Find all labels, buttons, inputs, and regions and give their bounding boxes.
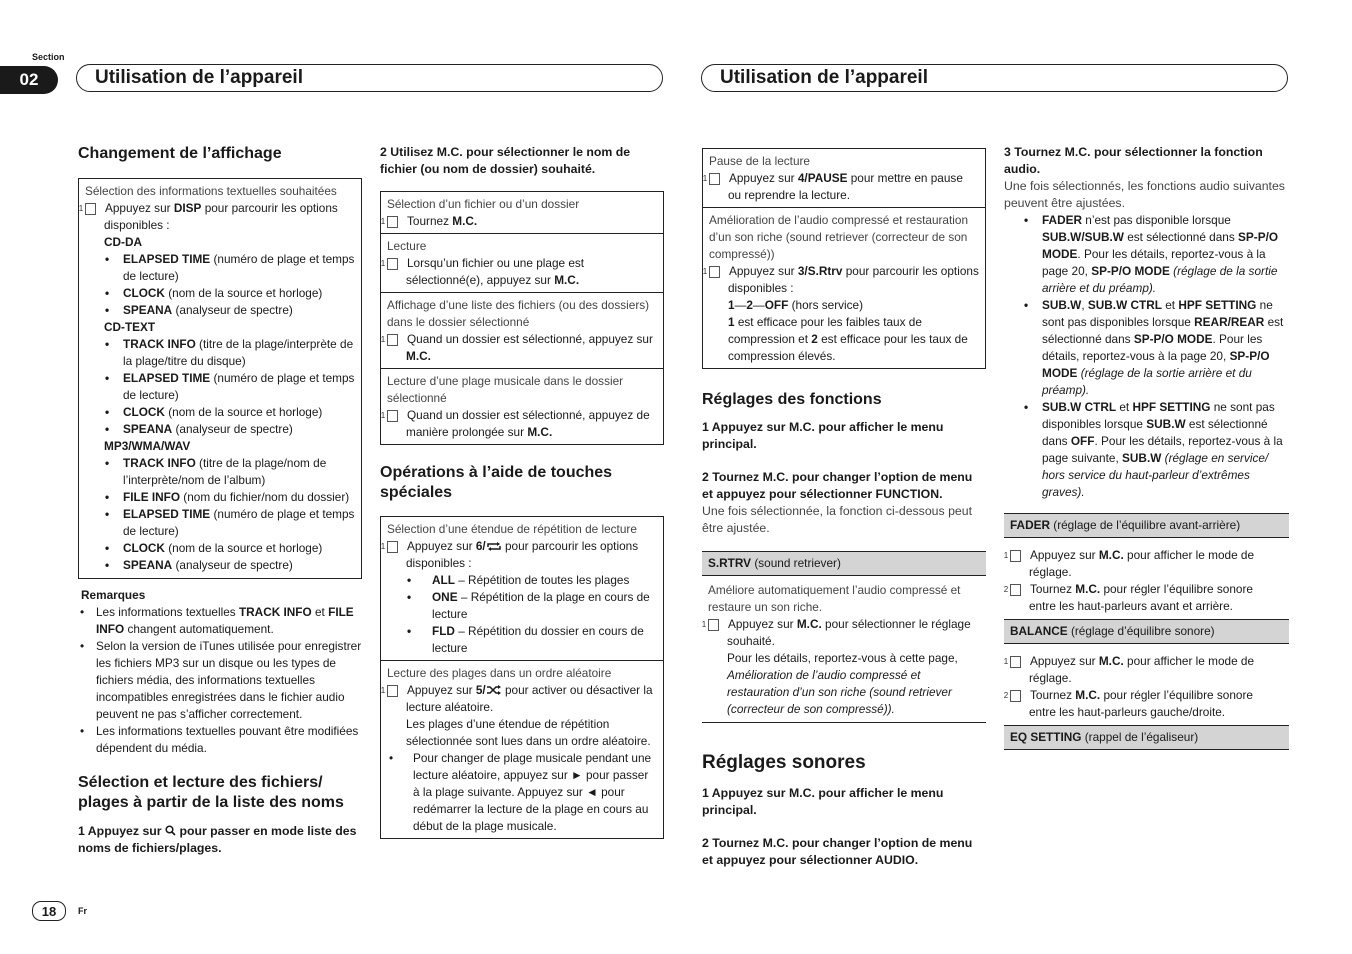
section-desc: Améliore automatiquement l’audio compressé et restaure un son riche. [708, 583, 961, 614]
step-1-menu: 1 Appuyez sur M.C. pour afficher le menu principal. [702, 786, 944, 817]
step: 1 Appuyez sur 4/PAUSE pour mettre en pause ou reprendre la lecture. [702, 171, 963, 202]
step-number-1-icon: 1 [1010, 550, 1021, 562]
header-title-left: Utilisation de l’appareil [76, 64, 663, 92]
remark-item: • Les informations textuelles pouvant être modifiées dépendent du média. [78, 723, 362, 757]
step-number-2-icon: 2 [1010, 584, 1021, 596]
balance-bar: BALANCE (réglage d’équilibre sonore) [1004, 619, 1289, 644]
heading-reglages-fonctions: Réglages des fonctions [702, 391, 882, 408]
label-mp3: MP3/WMA/WAV [104, 439, 191, 453]
step-number-1-icon: 1 [387, 216, 398, 228]
eq-setting-bar: EQ SETTING (rappel de l’égaliseur) [1004, 725, 1289, 750]
box-section [703, 149, 985, 207]
section-title: Lecture des plages dans un ordre aléatoire [387, 666, 612, 680]
step-1-menu: 1 Appuyez sur M.C. pour afficher le menu principal. [702, 420, 944, 451]
srtrv-section [702, 576, 986, 723]
list-item: • TRACK INFO (titre de la plage/nom de l’interprète/nom de l’album) [85, 455, 355, 489]
list-item: • TRACK INFO (titre de la plage/interprète de la plage/titre du disque) [85, 336, 355, 370]
remark-item: • Selon la version de iTunes utilisée pour enregistrer les fichiers MP3 sur un disque ou les types de fichiers média, des informations textuelles incompatibles enregistrées dans le fichier audio peuvent ne pas s’afficher correctement. [78, 638, 362, 723]
values-desc: 1 est efficace pour les faibles taux de compression et 2 est efficace pour les taux de compression élevés. [728, 315, 968, 363]
step-2-function: 2 Tournez M.C. pour changer l’option de menu et appuyez pour sélectionner FUNCTION. [702, 470, 973, 501]
step: 1 Appuyez sur 5/ pour activer ou désactiver la lecture aléatoire. [380, 683, 653, 714]
section-title: Amélioration de l’audio compressé et restauration d’un son riche (sound retriever (correcteur de son compressé)) [709, 213, 969, 261]
srtrv-bar: S.RTRV (sound retriever) [702, 551, 986, 576]
section-label: Section [32, 52, 65, 62]
search-icon [165, 825, 176, 836]
header-title-right: Utilisation de l’appareil [701, 64, 1288, 92]
step: 1 Appuyez sur 3/S.Rtrv pour parcourir les options disponibles : [702, 264, 979, 295]
step: 1 Tournez M.C. [380, 214, 478, 228]
step: 1 Appuyez sur M.C. pour afficher le mode de réglage. [1003, 548, 1255, 579]
list-item: • Pour changer de plage musicale pendant une lecture aléatoire, appuyez sur ► pour passer à la plage suivante. Appuyez sur ◄ pour redémarrer la lecture de la plage en cours au début de la plage musicale. [387, 750, 657, 835]
remark-item: • Les informations textuelles TRACK INFO et FILE INFO changent automatiquement. [78, 604, 362, 638]
step-disp: 1 Appuyez sur DISP pour parcourir les options disponibles : [78, 201, 338, 232]
display-options-box [78, 178, 362, 579]
box-section [703, 207, 985, 368]
step-number-1-icon: 1 [708, 619, 719, 631]
list-item: • SPEANA (analyseur de spectre) [85, 302, 355, 319]
label-cd-text: CD-TEXT [104, 320, 156, 334]
heading-operations: Opérations à l’aide de touches spéciales [380, 464, 613, 501]
note: Les plages d’une étendue de répétition sélectionnée sont lues dans un ordre aléatoire. [406, 717, 651, 748]
list-item: • ELAPSED TIME (numéro de plage et temps de lecture) [85, 251, 355, 285]
audio-intro: Une fois sélectionnés, les fonctions audio suivantes peuvent être ajustées. [1004, 179, 1285, 210]
list-item: • ELAPSED TIME (numéro de plage et temps de lecture) [85, 370, 355, 404]
step: 1 Appuyez sur 6/ pour parcourir les options disponibles : [380, 539, 639, 570]
step-number-1-icon: 1 [387, 685, 398, 697]
step: 2 Tournez M.C. pour régler l’équilibre sonore entre les haut-parleurs avant et arrière. [1003, 582, 1253, 613]
box-section [381, 517, 663, 660]
box-title: Sélection des informations textuelles souhaitées [85, 184, 337, 198]
box-section [381, 660, 663, 838]
list-item: • CLOCK (nom de la source et horloge) [85, 285, 355, 302]
remarks-title: Remarques [81, 588, 146, 602]
list-item: • FILE INFO (nom du fichier/nom du dossier) [85, 489, 355, 506]
language-label: Fr [78, 906, 87, 916]
label-cd-da: CD-DA [104, 235, 143, 249]
step: 1 Lorsqu’un fichier ou une plage est sélectionné(e), appuyez sur M.C. [380, 256, 585, 287]
list-item: • SUB.W CTRL et HPF SETTING ne sont pas disponibles lorsque SUB.W est sélectionné dans OFF. Pour les détails, reportez-vous à la page suivante, SUB.W (réglage en service/ hors service du haut-parleur d’extrêmes graves). [1004, 399, 1289, 501]
playback-box [702, 148, 986, 369]
section-title: Affichage d’une liste des fichiers (ou des dossiers) dans le dossier sélectionné [387, 298, 650, 329]
heading-changement-affichage: Changement de l’affichage [78, 145, 282, 162]
page-number: 18 [32, 901, 66, 921]
step: 1 Appuyez sur M.C. pour afficher le mode de réglage. [1003, 654, 1255, 685]
repeat-icon [486, 541, 502, 551]
balance-section [1004, 644, 1289, 725]
section-number-badge: 02 [0, 66, 58, 94]
step-2-select-file: 2 Utilisez M.C. pour sélectionner le nom de fichier (ou nom de dossier) souhaité. [380, 145, 631, 176]
box-section [381, 233, 663, 292]
list-item: • CLOCK (nom de la source et horloge) [85, 404, 355, 421]
step-number-1-icon: 1 [387, 334, 398, 346]
fader-section [1004, 538, 1289, 619]
step-number-1-icon: 1 [1010, 656, 1021, 668]
values: 1—2—OFF (hors service) [728, 298, 864, 312]
step-number-1-icon: 1 [387, 410, 398, 422]
step-number-2-icon: 2 [1010, 690, 1021, 702]
step-number-1-icon: 1 [709, 266, 720, 278]
step-number-1-icon: 1 [709, 173, 720, 185]
list-item: • SUB.W, SUB.W CTRL et HPF SETTING ne sont pas disponibles lorsque REAR/REAR est sélectionné dans SP-P/O MODE. Pour les détails, reportez-vous à la page 20, SP-P/O MODE (réglage de la sortie arrière et du préamp). [1004, 297, 1289, 399]
step: 2 Tournez M.C. pour régler l’équilibre sonore entre les haut-parleurs gauche/droite. [1003, 688, 1253, 719]
step-3-audio-function: 3 Tournez M.C. pour sélectionner la fonction audio. [1004, 145, 1263, 176]
step-2-audio: 2 Tournez M.C. pour changer l’option de menu et appuyez pour sélectionner AUDIO. [702, 836, 973, 867]
section-title: Pause de la lecture [709, 154, 810, 168]
column-3 [702, 148, 986, 869]
section-title: Lecture d’une plage musicale dans le dossier sélectionné [387, 374, 624, 405]
list-item: • FADER n’est pas disponible lorsque SUB.W/SUB.W est sélectionné dans SP-P/O MODE. Pour les détails, reportez-vous à la page 20, SP-P/O MODE (réglage de la sortie arrière et du préamp). [1004, 212, 1289, 297]
list-item: • ONE – Répétition de la plage en cours de lecture [387, 589, 657, 623]
box-section [381, 292, 663, 368]
file-operations-box [380, 191, 664, 445]
fader-bar: FADER (réglage de l’équilibre avant-arrière) [1004, 513, 1289, 538]
list-item: • FLD – Répétition du dossier en cours de lecture [387, 623, 657, 657]
reference: Amélioration de l’audio compressé et restauration d’un son riche (sound retriever (correcteur de son compressé)). [727, 668, 952, 716]
heading-reglages-sonores: Réglages sonores [702, 752, 866, 773]
box-section [381, 368, 663, 444]
box-section [381, 192, 663, 233]
column-1 [78, 144, 362, 857]
shuffle-icon [486, 685, 502, 695]
function-intro: Une fois sélectionnée, la fonction ci-dessous peut être ajustée. [702, 504, 973, 535]
step-number-1-icon: 1 [387, 258, 398, 270]
step-number-1-icon: 1 [387, 541, 398, 553]
list-item: • CLOCK (nom de la source et horloge) [85, 540, 355, 557]
step: 1 Quand un dossier est sélectionné, appuyez de manière prolongée sur M.C. [380, 408, 650, 439]
column-2 [380, 144, 664, 839]
list-item: • ALL – Répétition de toutes les plages [387, 572, 657, 589]
list-item: • SPEANA (analyseur de spectre) [85, 557, 355, 574]
list-item: • SPEANA (analyseur de spectre) [85, 421, 355, 438]
note: Pour les détails, reportez-vous à cette page, [727, 651, 958, 665]
section-title: Sélection d’un fichier ou d’un dossier [387, 197, 580, 211]
special-keys-box [380, 516, 664, 839]
list-item: • ELAPSED TIME (numéro de plage et temps de lecture) [85, 506, 355, 540]
section-title: Lecture [387, 239, 427, 253]
column-4 [1004, 144, 1289, 750]
heading-selection-lecture: Sélection et lecture des fichiers/ plages à partir de la liste des noms [78, 774, 344, 811]
step-number-1-icon: 1 [85, 203, 96, 215]
step-list-mode: 1 Appuyez sur pour passer en mode liste des noms de fichiers/plages. [78, 824, 357, 855]
step: 1 Quand un dossier est sélectionné, appuyez sur M.C. [380, 332, 653, 363]
step: 1 Appuyez sur M.C. pour sélectionner le réglage souhaité. [701, 617, 971, 648]
section-title: Sélection d’une étendue de répétition de lecture [387, 522, 637, 536]
